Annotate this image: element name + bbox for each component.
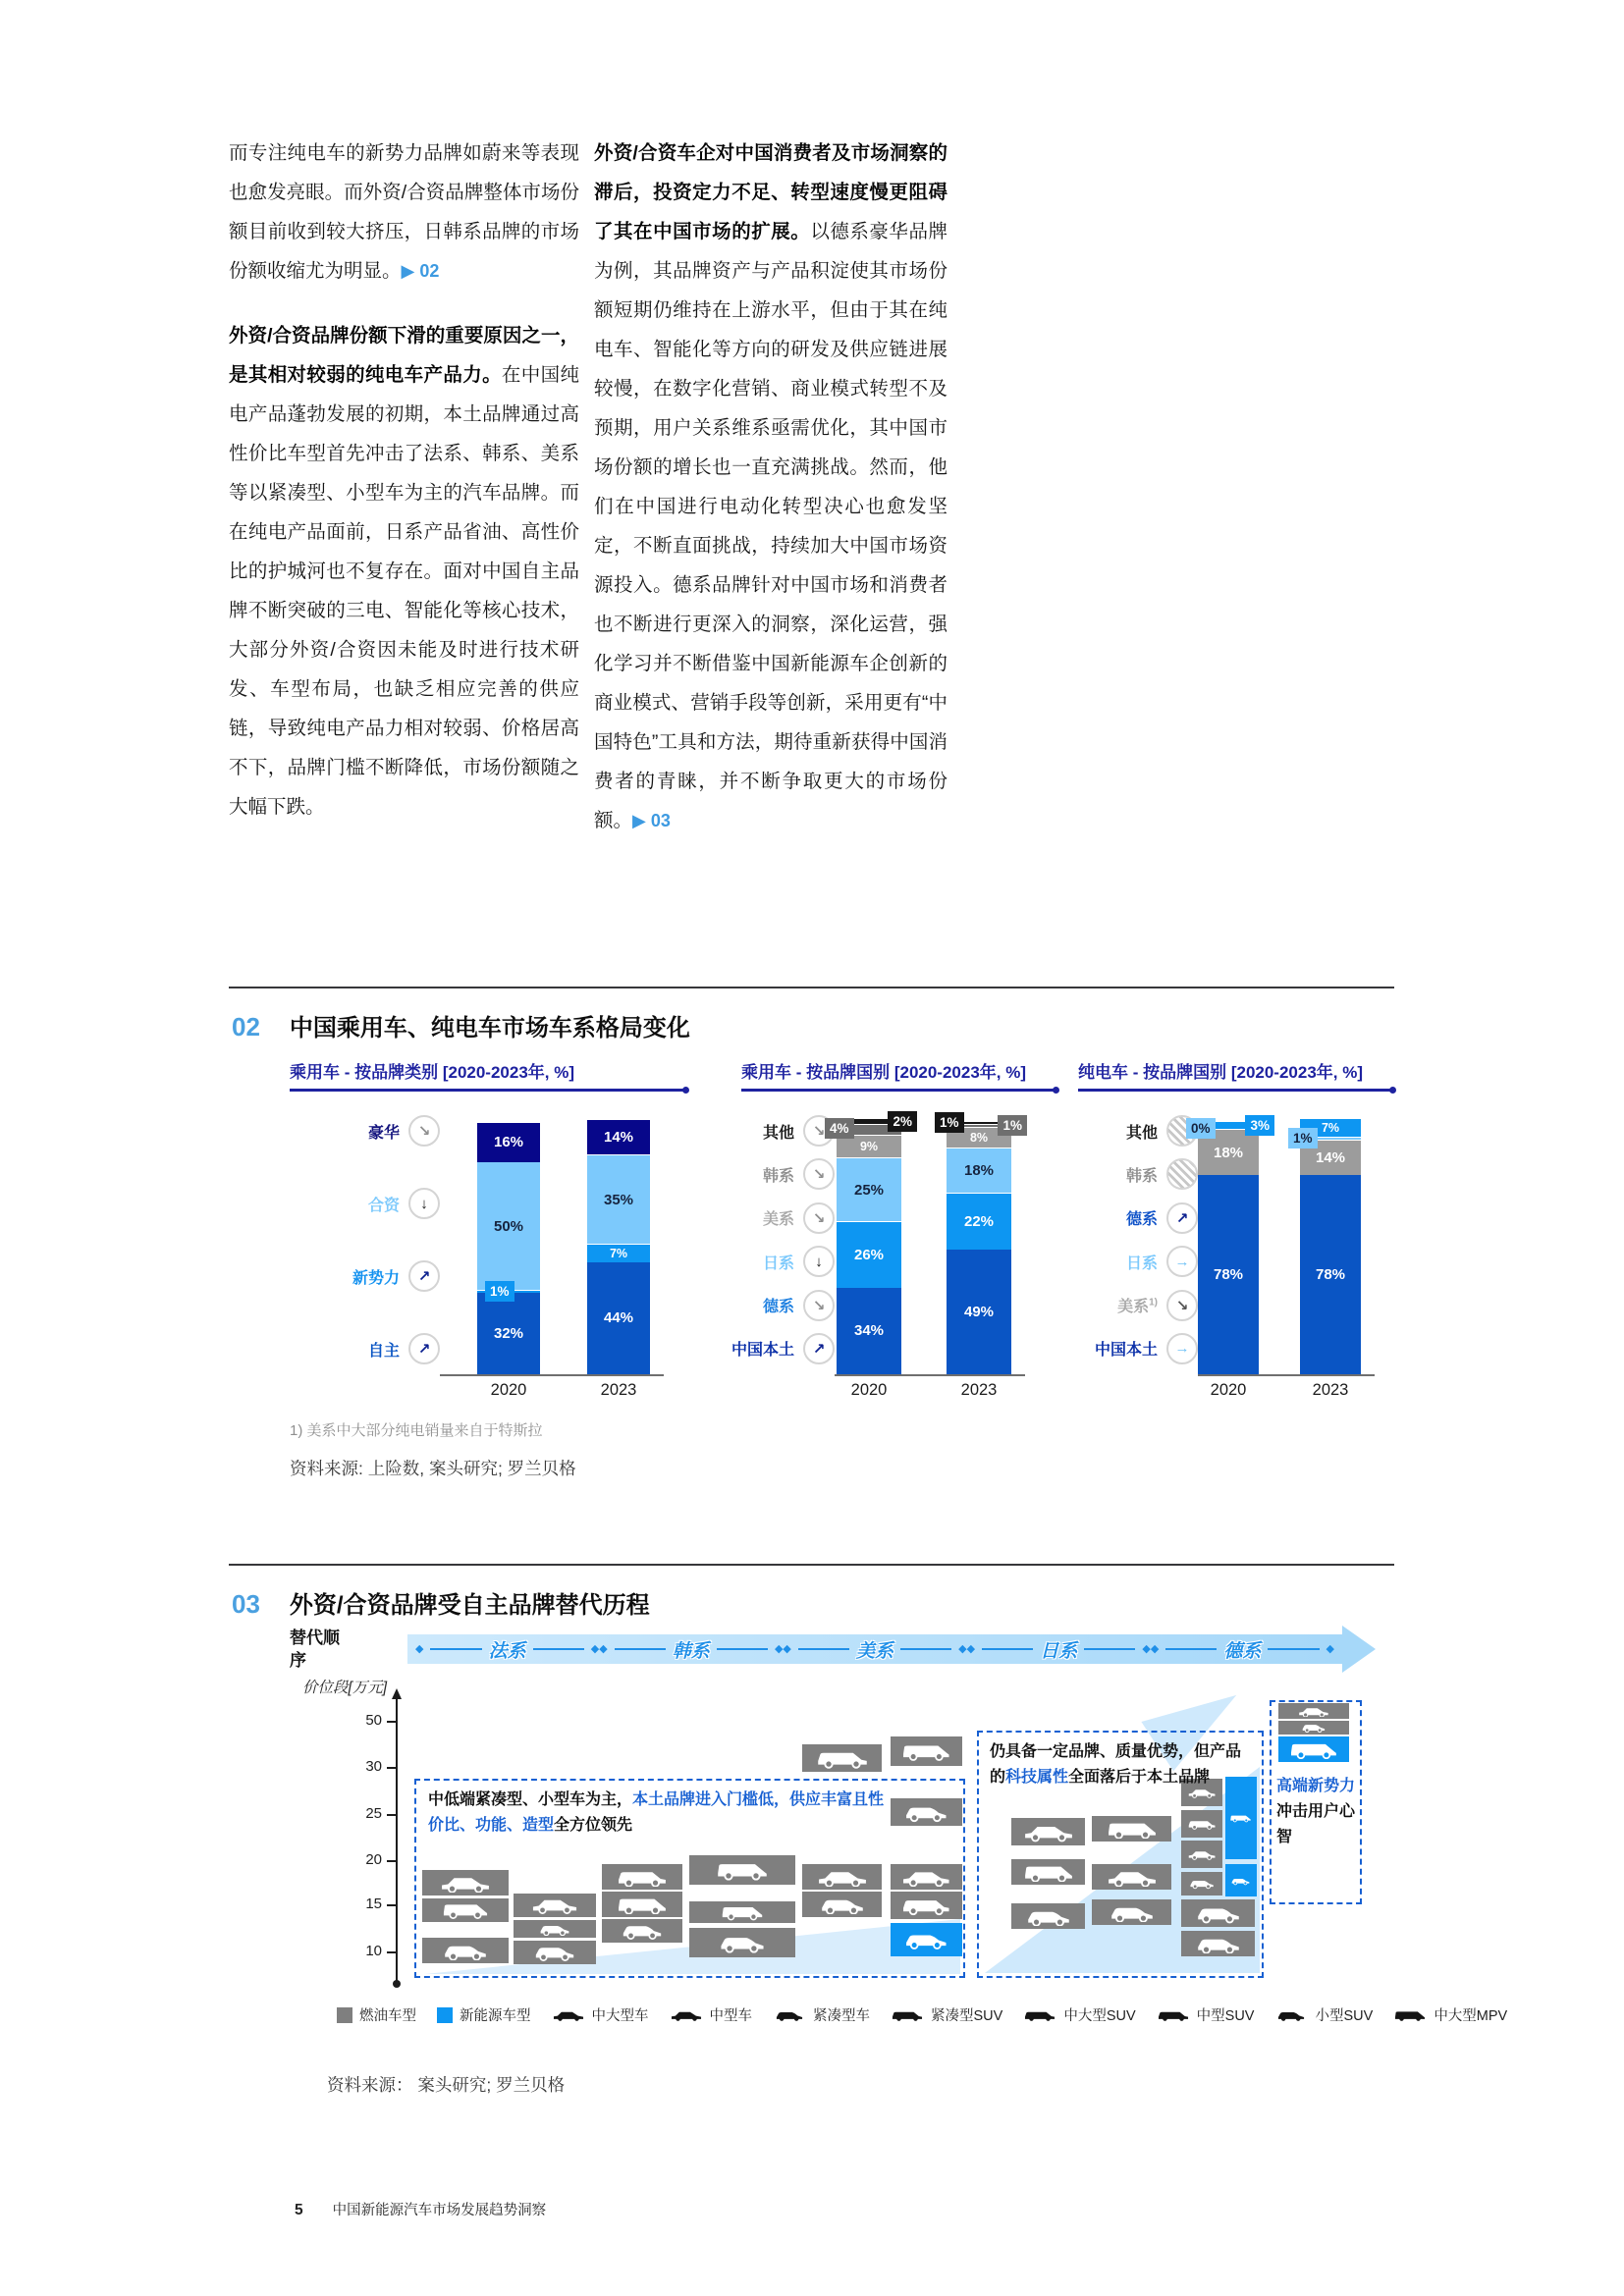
legend-label: 中国本土 xyxy=(1094,1342,1158,1360)
article-column-left xyxy=(229,133,579,866)
arrow-se-icon: ↘ xyxy=(803,1115,835,1147)
price-tick-mark xyxy=(387,1767,396,1769)
legend-item-新势力 xyxy=(229,1260,440,1292)
bar-value-callout: 1% xyxy=(1288,1128,1318,1148)
category-label: 2023 xyxy=(1312,1381,1349,1399)
legend-label: 德系 xyxy=(762,1299,794,1316)
legend-swatch xyxy=(437,2007,453,2023)
arrow-ne-icon: ↗ xyxy=(408,1260,440,1292)
bar-value-callout: 1% xyxy=(998,1115,1027,1136)
bar-value-callout: 3% xyxy=(1245,1115,1274,1136)
bar-segment-新势力 xyxy=(587,1244,650,1261)
bar-segment-日系 xyxy=(947,1148,1011,1194)
chart-panel-body xyxy=(1070,1113,1394,1400)
paragraph xyxy=(594,133,947,840)
legend-label: 燃油车型 xyxy=(359,2008,416,2024)
price-tick-mark xyxy=(387,1951,396,1953)
legend-item-韩系 xyxy=(731,1158,835,1190)
segment-line xyxy=(1084,1648,1135,1651)
arrow-se-icon: ↘ xyxy=(803,1202,835,1234)
suv-car-icon xyxy=(1157,2008,1190,2022)
category-label: 2023 xyxy=(960,1381,998,1399)
legend-item-合资 xyxy=(229,1188,440,1219)
legend-item-豪华 xyxy=(229,1115,440,1147)
diamond-icon: ◆ xyxy=(966,1642,976,1655)
bar-2023 xyxy=(1293,1119,1361,1374)
segment-line xyxy=(430,1648,481,1651)
sedan-icon xyxy=(670,2008,703,2022)
category-label: 2020 xyxy=(490,1381,527,1399)
bar-value-label: 16% xyxy=(493,1134,524,1151)
price-axis-label: 价位段[万元] xyxy=(302,1680,388,1696)
legend-item-中型SUV xyxy=(1157,2004,1255,2025)
segment-line xyxy=(900,1648,951,1651)
bar-2020 xyxy=(477,1122,540,1374)
bar-value-callout: 0% xyxy=(1186,1118,1216,1139)
bar-value-label: 8% xyxy=(969,1130,989,1145)
legend-item-中大型车 xyxy=(552,2004,649,2025)
bar-value-label: 32% xyxy=(493,1324,524,1342)
annotation-highlight: 科技属性 xyxy=(1005,1769,1069,1786)
legend-item-其他 xyxy=(731,1115,835,1147)
bar-segment-豪华 xyxy=(587,1119,650,1154)
figure-02-source: 资料来源: 上险数, 案头研究; 罗兰贝格 xyxy=(290,1459,576,1478)
price-tick-label: 15 xyxy=(365,1896,382,1912)
chart-panel-title: 乘用车 - 按品牌类别 [2020-2023年, %] xyxy=(290,1058,687,1092)
sequence-label: 日系 xyxy=(1040,1640,1078,1662)
diamond-icon: ◆ xyxy=(1326,1642,1335,1655)
legend-label: 新势力 xyxy=(352,1269,400,1287)
ice-model-tile xyxy=(891,1736,962,1766)
mpv-car-icon xyxy=(1393,2008,1427,2022)
bars-area xyxy=(440,1119,664,1376)
stacked-bar-chart xyxy=(440,1119,664,1400)
legend-label: 其他 xyxy=(1125,1124,1158,1142)
legend-item-美系 xyxy=(1070,1290,1198,1321)
figure-02 xyxy=(229,987,1394,1480)
legend-item-紧凑型SUV xyxy=(891,2004,1002,2025)
chart-panel-1 xyxy=(229,1058,731,1400)
arrow-se-icon: ↘ xyxy=(803,1290,835,1321)
suv-icon xyxy=(1157,2008,1190,2022)
hatch-icon xyxy=(773,2008,806,2022)
legend-label: 美系 xyxy=(762,1211,794,1229)
legend-item-紧凑型车 xyxy=(773,2004,870,2025)
annotation-text: 仍具备一定品牌、质量优势，但产品的 xyxy=(990,1743,1242,1786)
suv-icon xyxy=(1023,2008,1056,2022)
paragraph-text: 在中国纯电产品蓬勃发展的初期，本土品牌通过高性价比车型首先冲击了法系、韩系、美系等以紧凑型、小型车为主的汽车品牌。而在纯电产品面前，日系产品省油、高性价比的护城河也不复存在。面对中国自主品牌不断突破的三电、智能化等核心技术，大部分外资/合资因未能及时进行技术研发、车型布局，也缺乏相应完善的供应链，导致纯电产品力相对较弱、价格居高不下，品牌门槛不断降低，市场份额随之大幅下跌。 xyxy=(229,364,579,818)
diamond-icon: ◆ xyxy=(599,1642,608,1655)
bar-value-label: 14% xyxy=(1315,1149,1346,1166)
price-tick-mark xyxy=(387,1860,396,1862)
legend-label: 合资 xyxy=(367,1197,400,1214)
legend-label: 自主 xyxy=(367,1342,400,1360)
legend-label: 日系 xyxy=(1125,1255,1158,1272)
arrow-se-icon: ↘ xyxy=(1166,1290,1198,1321)
segment-line xyxy=(1165,1648,1217,1651)
sequence-segment-韩系 xyxy=(599,1636,783,1663)
bar-segment-合资 xyxy=(587,1154,650,1244)
substitution-sequence-arrow xyxy=(407,1634,1342,1664)
sedan-car-icon xyxy=(552,2008,585,2022)
price-tick-label: 20 xyxy=(365,1851,382,1868)
hatched-circle-icon xyxy=(1166,1158,1198,1190)
bar-segment-豪华 xyxy=(477,1122,540,1163)
chart-panel-3 xyxy=(1070,1058,1394,1400)
bar-value-callout: 1% xyxy=(485,1281,514,1302)
sequence-segment-德系 xyxy=(1151,1636,1334,1663)
price-tick-label: 50 xyxy=(365,1712,382,1729)
article xyxy=(229,133,947,866)
bar-value-callout: 1% xyxy=(935,1112,964,1133)
figure-02-header xyxy=(232,1008,1394,1042)
legend-footnote-marker: 1) xyxy=(1149,1297,1158,1308)
legend-item-韩系 xyxy=(1070,1158,1198,1190)
legend-item-燃油车型 xyxy=(337,2004,416,2025)
diamond-icon: ◆ xyxy=(783,1642,791,1655)
bar-segment-自主 xyxy=(587,1262,650,1374)
legend-swatch xyxy=(337,2007,352,2023)
bar-2023 xyxy=(587,1119,650,1374)
annotation-text: 全方位领先 xyxy=(554,1817,633,1834)
sequence-segment-法系 xyxy=(415,1636,599,1663)
bar-segment-中国本土 xyxy=(1198,1175,1259,1374)
legend-label: 德系 xyxy=(1125,1211,1158,1229)
chart-panel-title: 纯电车 - 按品牌国别 [2020-2023年, %] xyxy=(1078,1058,1394,1092)
suv-icon xyxy=(891,2008,924,2022)
annotation-2 xyxy=(990,1739,1253,1790)
bar-value-label: 49% xyxy=(963,1303,995,1320)
sequence-label: 美系 xyxy=(856,1640,894,1662)
legend-label: 中大型SUV xyxy=(1063,2008,1136,2024)
legend-item-小型SUV xyxy=(1274,2004,1373,2025)
figure-03-legend xyxy=(337,2004,1507,2025)
annotation-3 xyxy=(1276,1774,1357,1850)
paragraph-text: 以德系豪华品牌为例，其品牌资产与产品积淀使其市场份额短期仍维持在上游水平，但由于其在纯电车、智能化等方向的研发及供应链进展较慢，在数字化营销、商业模式转型不及预期，用户关系维系亟需优化，其中国市场份额的增长也一直充满挑战。然而，他们在中国进行电动化转型决心也愈发坚定，不断直面挑战，持续加大中国市场资源投入。德系品牌针对中国市场和消费者也不断进行更深入的洞察，深化运营，强化学习并不断借鉴中国新能源车企创新的商业模式、营销手段等创新，采用更有“中国特色”工具和方法，期待重新获得中国消费者的青睐，并不断争取更大的市场份额。 xyxy=(594,221,947,831)
legend-label: 日系 xyxy=(762,1255,794,1272)
bar-segment-德系 xyxy=(947,1193,1011,1249)
legend-item-日系 xyxy=(1070,1246,1198,1277)
bar-value-label: 78% xyxy=(1315,1266,1346,1284)
figure-03-source: 资料来源： 案头研究; 罗兰贝格 xyxy=(327,2075,566,2095)
segment-line xyxy=(533,1648,584,1651)
price-tick-label: 25 xyxy=(365,1805,382,1822)
chart-legend xyxy=(1070,1113,1198,1366)
legend-item-日系 xyxy=(731,1246,835,1277)
legend-label: 豪华 xyxy=(367,1124,400,1142)
figure-02-reference: ▶ 02 xyxy=(401,261,440,281)
mpv-car-icon xyxy=(900,1739,952,1763)
arrow-right-icon: → xyxy=(1166,1333,1198,1364)
paragraph-lead: 外资/合资车企对中国消费者及市场洞察的滞后，投资定力不足、转型速度慢更阻碍了其在中国市场的扩展。 xyxy=(594,142,947,242)
legend-item-其他 xyxy=(1070,1115,1198,1147)
bar-segment-德系 xyxy=(837,1221,901,1288)
category-axis xyxy=(835,1381,1025,1400)
bar-value-label: 7% xyxy=(1321,1121,1340,1136)
legend-item-中大型MPV xyxy=(1393,2004,1507,2025)
price-tick-mark xyxy=(387,1721,396,1723)
legend-label: 中大型车 xyxy=(591,2008,649,2024)
figure-title: 中国乘用车、纯电车市场车系格局变化 xyxy=(289,1015,690,1041)
footer-doc-title: 中国新能源汽车市场发展趋势洞察 xyxy=(332,2203,547,2218)
bar-value-label: 9% xyxy=(859,1139,879,1153)
ice-model-tile xyxy=(802,1744,882,1772)
price-tick-mark xyxy=(387,1904,396,1906)
diamond-icon: ◆ xyxy=(774,1642,784,1655)
bar-value-label: 14% xyxy=(603,1129,634,1147)
page-footer xyxy=(295,2199,546,2219)
figure-number: 02 xyxy=(232,1012,260,1041)
article-column-right xyxy=(594,133,947,866)
suv-car-icon xyxy=(1023,2008,1056,2022)
figure-03-header xyxy=(232,1585,1394,1620)
diamond-icon: ◆ xyxy=(415,1642,424,1655)
bar-value-label: 18% xyxy=(1213,1144,1244,1161)
bar-segment-日系 xyxy=(837,1157,901,1221)
arrow-right-icon: → xyxy=(1166,1246,1198,1277)
paragraph-lead: 外资/合资品牌份额下滑的重要原因之一，是其相对较弱的纯电车产品力。 xyxy=(229,325,579,386)
legend-label: 中大型MPV xyxy=(1434,2008,1508,2024)
bar-value-label: 22% xyxy=(963,1213,995,1231)
sedan-icon xyxy=(552,2008,585,2022)
legend-label: 紧凑型SUV xyxy=(931,2008,1003,2024)
stacked-bar-chart xyxy=(830,1113,1025,1400)
bar-value-label: 44% xyxy=(603,1309,634,1327)
bar-value-label: 34% xyxy=(853,1322,885,1340)
figure-02-panels xyxy=(229,1058,1394,1400)
chart-panel-body xyxy=(229,1113,731,1400)
arrow-ne-icon: ↗ xyxy=(408,1333,440,1364)
legend-label: 中国本土 xyxy=(731,1342,794,1360)
bar-segment-自主 xyxy=(477,1293,540,1374)
legend-item-自主 xyxy=(229,1333,440,1364)
sequence-label: 法系 xyxy=(488,1640,526,1662)
paragraph-text: 而专注纯电车的新势力品牌如蔚来等表现也愈发亮眼。而外资/合资品牌整体市场份额目前收到较大挤压，日韩系品牌的市场份额收缩尤为明显。 xyxy=(229,142,579,282)
sequence-segment-日系 xyxy=(967,1636,1151,1663)
annotation-highlight: 高端新势力 xyxy=(1276,1778,1356,1794)
paragraph xyxy=(229,316,579,827)
hatch-car-icon xyxy=(773,2008,806,2022)
bar-value-label: 25% xyxy=(853,1181,885,1199)
chart-legend xyxy=(229,1113,440,1366)
segment-line xyxy=(982,1648,1033,1651)
arrow-se-icon: ↘ xyxy=(408,1115,440,1147)
bar-value-label: 78% xyxy=(1213,1266,1244,1284)
suv-car-icon xyxy=(815,1747,870,1769)
legend-item-德系 xyxy=(731,1290,835,1321)
legend-item-新能源车型 xyxy=(437,2004,531,2025)
legend-item-中型车 xyxy=(670,2004,753,2025)
suv-car-icon xyxy=(891,2008,924,2022)
bar-value-label: 26% xyxy=(853,1246,885,1263)
bar-value-callout: 2% xyxy=(888,1111,917,1132)
legend-item-美系 xyxy=(731,1202,835,1234)
bar-2020 xyxy=(830,1113,912,1374)
figure-02-footnote: 1) 美系中大部分纯电销量来自于特斯拉 xyxy=(290,1422,543,1439)
bar-value-label: 7% xyxy=(609,1247,628,1261)
bar-2020 xyxy=(1191,1117,1270,1374)
segment-line xyxy=(717,1648,768,1651)
legend-item-德系 xyxy=(1070,1202,1198,1234)
figure-title: 外资/合资品牌受自主品牌替代历程 xyxy=(289,1592,650,1619)
figure-03-reference: ▶ 03 xyxy=(632,811,671,830)
annotation-text: 全面落后于本土品牌 xyxy=(1068,1769,1211,1786)
legend-label: 小型SUV xyxy=(1315,2008,1374,2024)
paragraph xyxy=(229,133,579,291)
hatch-car-icon xyxy=(1274,2008,1308,2022)
diamond-icon: ◆ xyxy=(1150,1642,1160,1655)
legend-label: 其他 xyxy=(762,1124,794,1142)
segment-line xyxy=(615,1648,666,1651)
arrow-down-icon: ↓ xyxy=(408,1188,440,1219)
legend-label: 紧凑型车 xyxy=(813,2008,870,2024)
bar-value-label: 18% xyxy=(963,1162,995,1180)
chart-legend xyxy=(731,1113,835,1366)
sequence-segment-美系 xyxy=(783,1636,966,1663)
figure-number: 03 xyxy=(232,1589,260,1619)
price-tick-label: 30 xyxy=(365,1758,382,1775)
chart-panel-2 xyxy=(731,1058,1070,1400)
bar-value-callout: 4% xyxy=(825,1118,854,1139)
bar-segment-中国本土 xyxy=(947,1250,1011,1374)
segment-line xyxy=(798,1648,849,1651)
annotation-1 xyxy=(428,1788,890,1839)
hatch-icon xyxy=(1274,2008,1308,2022)
chart-panel-body xyxy=(731,1113,1070,1400)
arrowhead-icon xyxy=(1342,1626,1376,1673)
sequence-label: 韩系 xyxy=(672,1640,710,1662)
annotation-text: 冲击用户心智 xyxy=(1276,1803,1356,1845)
sequence-axis-label: 替代顺序 xyxy=(290,1629,340,1670)
bars-area xyxy=(1191,1117,1375,1376)
stacked-bar-chart xyxy=(1191,1117,1375,1400)
legend-label: 新能源车型 xyxy=(460,2008,531,2024)
annotation-highlight: 本土品牌进入门槛低，供应丰富且性价比、功能、造型 xyxy=(428,1791,885,1834)
legend-label: 韩系 xyxy=(762,1167,794,1185)
category-label: 2020 xyxy=(850,1381,888,1399)
category-axis xyxy=(440,1381,664,1400)
sequence-label: 德系 xyxy=(1223,1640,1262,1662)
figure-03 xyxy=(229,1564,1508,2115)
bar-value-label: 50% xyxy=(493,1217,524,1235)
bar-segment-中国本土 xyxy=(837,1288,901,1374)
legend-item-中国本土 xyxy=(731,1333,835,1364)
price-axis-line xyxy=(396,1699,398,1984)
bars-area xyxy=(830,1113,1025,1376)
arrow-se-icon: ↘ xyxy=(803,1158,835,1190)
category-label: 2023 xyxy=(600,1381,637,1399)
category-label: 2020 xyxy=(1210,1381,1247,1399)
diamond-icon: ◆ xyxy=(958,1642,967,1655)
chart-panel-title: 乘用车 - 按品牌国别 [2020-2023年, %] xyxy=(741,1058,1057,1092)
segment-line xyxy=(1268,1648,1319,1651)
price-tick-label: 10 xyxy=(365,1943,382,1959)
arrow-ne-icon: ↗ xyxy=(1166,1202,1198,1234)
bar-segment-中国本土 xyxy=(1300,1175,1361,1374)
bar-2023 xyxy=(940,1114,1022,1374)
annotation-text: 中低端紧凑型、小型车为主， xyxy=(428,1791,633,1808)
arrow-ne-icon: ↗ xyxy=(803,1333,835,1364)
legend-item-中国本土 xyxy=(1070,1333,1198,1364)
bar-segment-合资 xyxy=(477,1162,540,1290)
legend-label: 中型车 xyxy=(709,2008,752,2024)
legend-label: 韩系 xyxy=(1125,1167,1158,1185)
legend-label: 中型SUV xyxy=(1196,2008,1255,2024)
legend-label: 美系$^{1)}$ xyxy=(1117,1297,1158,1316)
page-number: 5 xyxy=(295,2202,303,2218)
sedan-car-icon xyxy=(670,2008,703,2022)
mpv-icon xyxy=(1393,2008,1427,2022)
bar-value-label: 35% xyxy=(603,1191,634,1208)
category-axis xyxy=(1198,1381,1375,1400)
diamond-icon: ◆ xyxy=(590,1642,600,1655)
diamond-icon: ◆ xyxy=(1142,1642,1151,1655)
legend-item-中大型SUV xyxy=(1023,2004,1135,2025)
arrow-down-icon: ↓ xyxy=(803,1246,835,1277)
price-tick-mark xyxy=(387,1814,396,1816)
